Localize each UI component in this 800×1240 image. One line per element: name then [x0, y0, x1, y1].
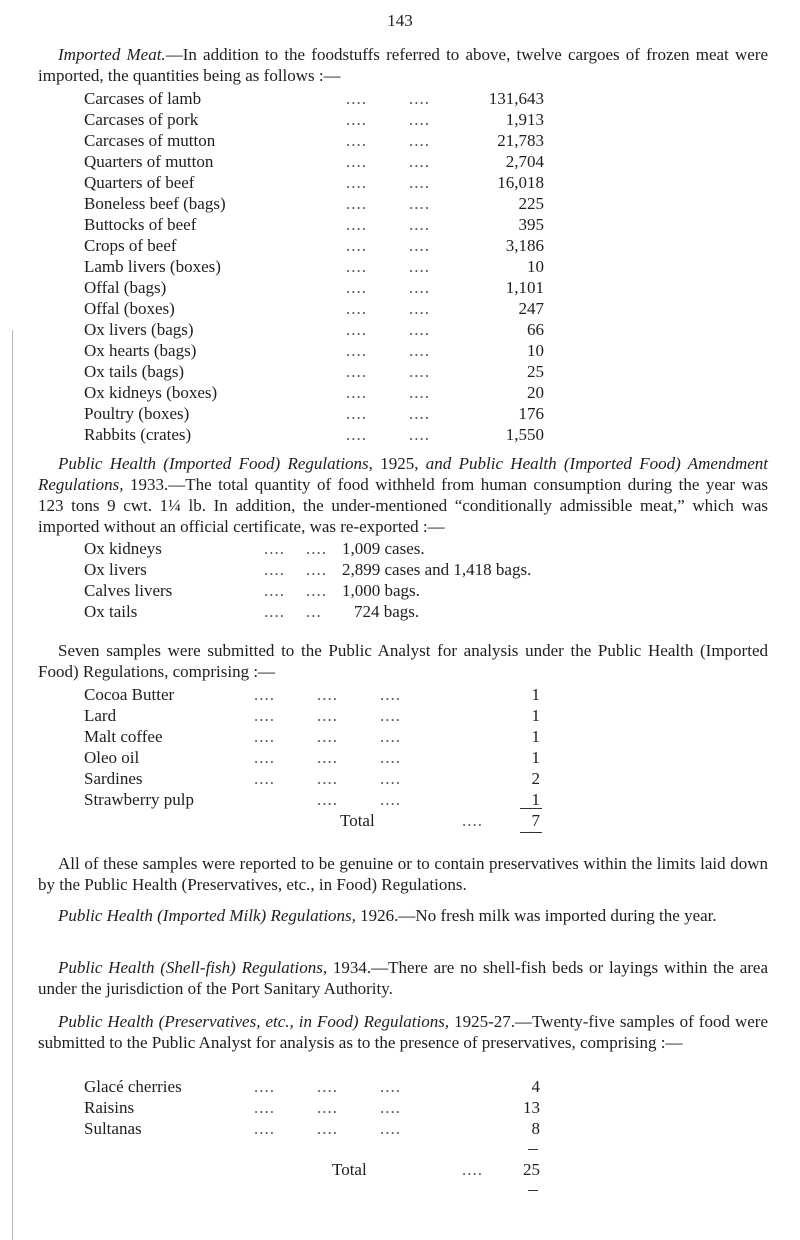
shellfish-body: 1934.—There are no shell-fish beds or layings within the area under the jurisdiction of the Port Sanitary Authority. — [38, 958, 768, 998]
item-value: 8 — [531, 1119, 540, 1138]
imported-food-title-2: Public Health (Imported Food) Amendment Regulations, — [38, 454, 768, 494]
item-label: Ox livers (bags) — [84, 320, 194, 339]
item-value: 1,913 — [505, 110, 544, 129]
leader-dots: .... — [462, 811, 483, 830]
item-label: Cocoa Butter — [84, 685, 175, 704]
item-value: 131,643 — [488, 89, 544, 108]
table-row — [84, 193, 544, 214]
leader-dots: .... .... — [264, 539, 327, 558]
total-rule — [520, 832, 542, 833]
imported-meat-paragraph — [38, 44, 768, 86]
leader-dots: .... — [462, 1160, 483, 1179]
imported-food-body: 1933.—The total quantity of food withheld from human consumption during the year was 123 tons 9 cwt. 1¼ lb. In addition, the under-mentioned “conditionally admissible meat,” which was imported without an official certificate, was re-exported :— — [38, 475, 768, 536]
preservatives-title: Public Health (Preservatives, etc., in Food) Regulations, — [58, 1012, 450, 1031]
item-label: Boneless beef (bags) — [84, 194, 226, 213]
subtotal-rule — [520, 808, 542, 809]
item-label: Raisins — [84, 1098, 135, 1117]
leader-dots: .... .... .... .... .... .... .... .... .... — [254, 1077, 401, 1138]
item-label: Crops of beef — [84, 236, 177, 255]
item-value: 1 — [531, 706, 540, 725]
item-label: Glacé cherries — [84, 1077, 182, 1096]
item-label: Ox kidneys (boxes) — [84, 383, 218, 402]
imported-food-and: and — [425, 454, 452, 473]
item-value: 2,704 — [505, 152, 544, 171]
imported-meat-intro: —In addition to the foodstuffs referred to above, twelve cargoes of frozen meat were imported, the quantities being as follows :— — [38, 45, 768, 85]
item-label: Poultry (boxes) — [84, 404, 190, 423]
table-row — [84, 88, 544, 109]
item-value: 10 — [527, 257, 544, 276]
item-value: 16,018 — [497, 173, 544, 192]
shellfish-paragraph — [38, 957, 768, 999]
table-row — [84, 235, 544, 256]
table-row — [84, 256, 544, 277]
table-row — [84, 319, 544, 340]
item-label: Quarters of mutton — [84, 152, 214, 171]
leader-dots: .... .... — [264, 581, 327, 600]
item-label: Sultanas — [84, 1119, 142, 1138]
table-row — [84, 424, 544, 445]
re-exported-table — [84, 538, 684, 628]
total-value: 7 — [531, 811, 540, 830]
imported-milk-title: Public Health (Imported Milk) Regulations, — [58, 906, 356, 925]
imported-meat-table — [84, 88, 544, 448]
item-label: Carcases of lamb — [84, 89, 202, 108]
item-value: 21,783 — [497, 131, 544, 150]
total-rule — [528, 1190, 538, 1191]
table-row — [84, 214, 544, 235]
table-row — [84, 403, 544, 424]
item-value: 225 — [518, 194, 544, 213]
item-value: 1,009 cases. — [342, 539, 425, 558]
item-label: Ox livers — [84, 560, 147, 579]
item-label: Rabbits (crates) — [84, 425, 192, 444]
item-label: Offal (boxes) — [84, 299, 175, 318]
total-row — [84, 810, 544, 831]
item-label: Buttocks of beef — [84, 215, 197, 234]
preservatives-paragraph — [38, 1011, 768, 1053]
imported-food-paragraph — [38, 453, 768, 537]
leader-dots: .... ... — [264, 602, 322, 621]
item-value: 4 — [531, 1077, 540, 1096]
imported-food-title: Public Health (Imported Food) Regulations, — [58, 454, 373, 473]
item-label: Carcases of pork — [84, 110, 199, 129]
imported-milk-body: 1926.—No fresh milk was imported during the year. — [355, 906, 717, 925]
total-row — [84, 1159, 544, 1180]
total-label: Total — [332, 1160, 367, 1179]
samples-intro: Seven samples were submitted to the Public Analyst for analysis under the Public Health (Imported Food) Regulations, comprising :— — [38, 641, 768, 681]
samples-table — [84, 684, 544, 834]
table-row — [84, 559, 684, 580]
item-value: 1,550 — [505, 425, 544, 444]
item-label: Oleo oil — [84, 748, 140, 767]
table-row — [84, 151, 544, 172]
item-value: 1 — [531, 748, 540, 767]
item-value: 20 — [527, 383, 544, 402]
item-value: 2,899 cases and 1,418 bags. — [342, 560, 532, 579]
item-label: Ox hearts (bags) — [84, 341, 197, 360]
total-label: Total — [340, 811, 375, 830]
item-value: 1,000 bags. — [342, 581, 420, 600]
item-value: 1 — [531, 727, 540, 746]
item-label: Offal (bags) — [84, 278, 167, 297]
item-value: 1 — [531, 685, 540, 704]
table-row — [84, 277, 544, 298]
leader-dots: .... .... — [264, 560, 327, 579]
item-label: Malt coffee — [84, 727, 163, 746]
item-value: 176 — [518, 404, 544, 423]
item-value: 13 — [523, 1098, 540, 1117]
samples-conclusion — [38, 853, 768, 895]
table-row — [84, 361, 544, 382]
item-value: 247 — [518, 299, 544, 318]
table-row — [84, 601, 684, 622]
imported-milk-paragraph — [38, 905, 768, 926]
table-row — [84, 580, 684, 601]
item-label: Ox tails (bags) — [84, 362, 185, 381]
table-row — [84, 538, 684, 559]
subtotal-rule — [528, 1149, 538, 1150]
imported-food-year: 1925, — [372, 454, 426, 473]
item-value: 10 — [527, 341, 544, 360]
item-value: 25 — [527, 362, 544, 381]
item-value: 2 — [531, 769, 540, 788]
leader-dots: .... .... .... .... .... .... .... .... .... .... .... .... .... .... .... .... .... — [254, 685, 401, 809]
item-value: 1 — [531, 790, 540, 809]
leader-dots: .... .... .... .... .... .... .... .... .... .... .... .... .... .... .... .... .... .... .... .... .... .... .... .... .... .... .... .... .... .... .... .... .... .... — [346, 89, 430, 444]
item-label: Lard — [84, 706, 117, 725]
table-row — [84, 340, 544, 361]
item-label: Calves livers — [84, 581, 173, 600]
samples-conclusion-text: All of these samples were reported to be genuine or to contain preservatives within the limits laid down by the Public Health (Preservatives, etc., in Food) Regulations. — [38, 854, 768, 894]
item-value: 66 — [527, 320, 544, 339]
item-label: Sardines — [84, 769, 143, 788]
preservatives-table — [84, 1076, 544, 1196]
samples-paragraph — [38, 640, 768, 682]
item-label: Carcases of mutton — [84, 131, 216, 150]
item-label: Quarters of beef — [84, 173, 195, 192]
scan-edge-line — [12, 330, 13, 1240]
table-row — [84, 298, 544, 319]
item-value: 3,186 — [505, 236, 544, 255]
table-row — [84, 172, 544, 193]
item-label: Ox tails — [84, 602, 138, 621]
item-value: 724 bags. — [354, 602, 420, 621]
table-row — [84, 130, 544, 151]
item-value: 395 — [518, 215, 544, 234]
imported-meat-heading: Imported Meat. — [58, 45, 166, 64]
total-value: 25 — [523, 1160, 540, 1179]
item-label: Lamb livers (boxes) — [84, 257, 221, 276]
page-number: 143 — [387, 11, 413, 30]
item-label: Strawberry pulp — [84, 790, 195, 809]
item-label: Ox kidneys — [84, 539, 162, 558]
shellfish-title: Public Health (Shell-fish) Regulations, — [58, 958, 328, 977]
table-row — [84, 109, 544, 130]
preservatives-body: 1925-27.—Twenty-five samples of food were submitted to the Public Analyst for analysis as to the presence of preservatives, comprising :— — [38, 1012, 768, 1052]
item-value: 1,101 — [505, 278, 544, 297]
table-row — [84, 382, 544, 403]
